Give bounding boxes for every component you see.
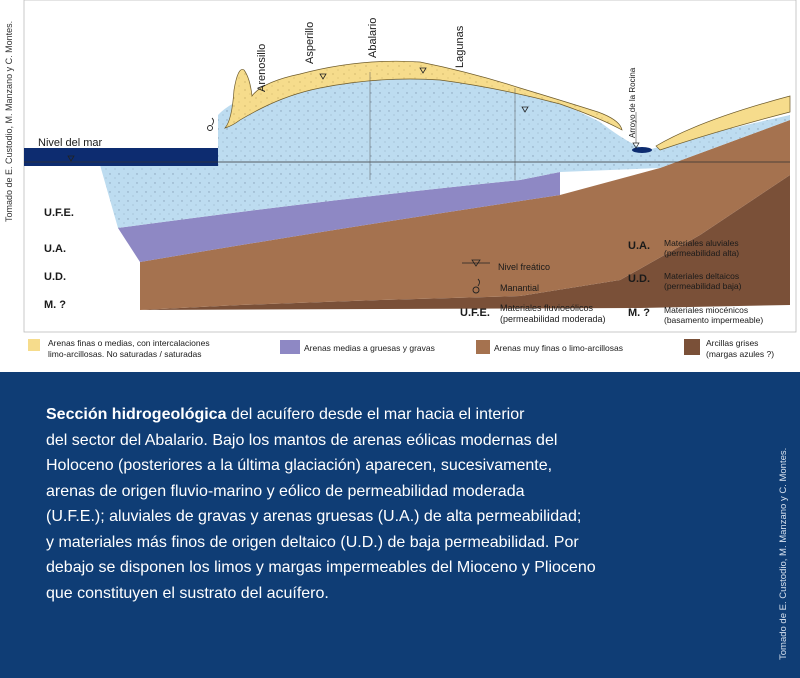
legend-ua-line2: (permeabilidad alta) <box>664 248 740 258</box>
legend-ua-code: U.A. <box>628 240 650 252</box>
swatch-dune-line2: limo-arcillosas. No saturadas / saturadas <box>48 349 202 359</box>
figure-credit: Tomado de E. Custodio, M. Manzano y C. Montes. <box>4 20 14 222</box>
legend-m-line1: Materiales miocénicos <box>664 305 749 315</box>
label-arenosillo: Arenosillo <box>256 43 268 92</box>
sea-body <box>24 148 218 166</box>
caption-panel <box>0 372 800 678</box>
legend-ud-line1: Materiales deltaicos <box>664 271 740 281</box>
caption-credit: Tomado de E. Custodio, M. Manzano y C. Montes. <box>778 447 789 660</box>
caption-line: que constituyen el sustrato del acuífero. <box>46 584 329 602</box>
swatch-dune-line1: Arenas finas o medias, con intercalaciones <box>48 338 210 348</box>
swatch-clay-line2: (margas azules ?) <box>706 349 775 359</box>
unit-code: U.D. <box>44 271 66 283</box>
legend-ua-line1: Materiales aluviales <box>664 238 739 248</box>
caption-line: debajo se disponen los limos y margas impermeables del Mioceno y Plioceno <box>46 559 596 576</box>
caption-line <box>46 402 746 428</box>
caption-line: (U.F.E.); aluviales de gravas y arenas gruesas (U.A.) de alta permeabilidad; <box>46 508 582 525</box>
legend-m-line2: (basamento impermeable) <box>664 315 764 325</box>
legend-m-code: M. ? <box>628 307 650 319</box>
unit-code: M. ? <box>44 299 66 311</box>
caption-line: del sector del Abalario. Bajo los mantos de arenas eólicas modernas del <box>46 431 558 449</box>
swatch-silt <box>476 340 490 354</box>
caption-first-line-rest: del acuífero desde el mar hacia el interior <box>226 406 525 423</box>
swatch-gravel-label: Arenas medias a gruesas y gravas <box>304 343 435 353</box>
caption-bold-title: Sección hidrogeológica <box>46 406 227 423</box>
legend-swatches <box>28 338 774 359</box>
swatch-dune <box>28 339 40 351</box>
legend-ud-code: U.D. <box>628 273 650 285</box>
legend-spring: Manantial <box>500 283 540 293</box>
legend-ud-line2: (permeabilidad baja) <box>664 281 742 291</box>
swatch-gravel <box>280 340 300 354</box>
sea-level-label: Nivel del mar <box>38 137 103 149</box>
legend-water-table: Nivel freático <box>498 262 551 272</box>
swatch-silt-label: Arenas muy finas o limo-arcillosas <box>494 343 623 353</box>
label-arroyo: Arroyo de la Rocina <box>628 67 637 138</box>
cross-section-diagram <box>22 0 800 372</box>
caption-line: y materiales más finos de origen deltaico (U.D.) de baja permeabilidad. Por <box>46 533 579 551</box>
legend-ufe-code: U.F.E. <box>460 307 490 319</box>
caption-line: arenas de origen fluvio-marino y eólico de permeabilidad moderada <box>46 482 525 500</box>
label-lagunas: Lagunas <box>454 25 466 68</box>
unit-code: U.F.E. <box>44 207 74 219</box>
unit-code: U.A. <box>44 243 66 255</box>
legend-ufe-line1: Materiales fluvioeólicos <box>500 303 594 313</box>
swatch-clay <box>684 339 700 355</box>
swatch-clay-line1: Arcillas grises <box>706 338 759 348</box>
legend-ufe-line2: (permeabilidad moderada) <box>500 314 606 324</box>
label-abalario: Abalario <box>367 17 379 58</box>
caption-line: Holoceno (posteriores a la última glaciación) aparecen, sucesivamente, <box>46 457 553 474</box>
caption-text <box>46 402 746 606</box>
label-asperillo: Asperillo <box>304 21 316 64</box>
